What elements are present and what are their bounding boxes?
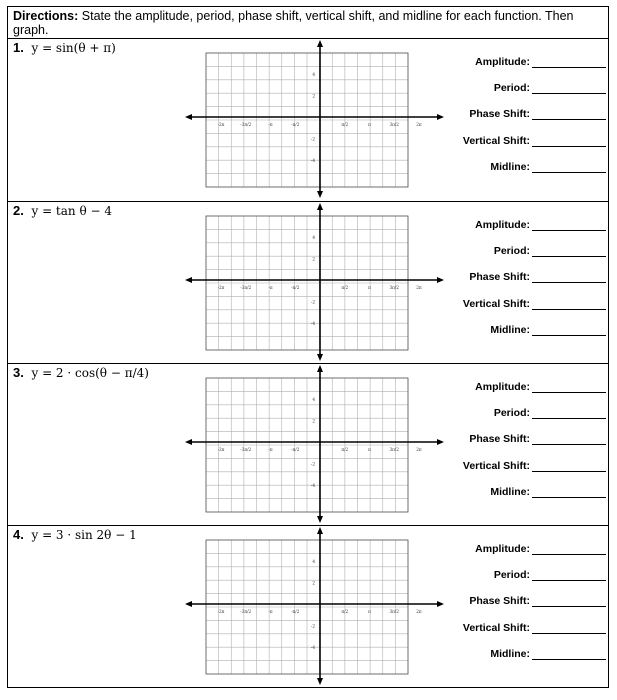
answer-blank[interactable] — [532, 409, 606, 419]
x-tick-label: -π/2 — [291, 122, 300, 127]
coordinate-grid[interactable] — [182, 364, 446, 524]
y-tick-label: 4 — [312, 72, 315, 78]
answer-label: Phase Shift: — [469, 271, 530, 284]
x-tick-label: -π/2 — [291, 609, 300, 614]
answer-blank[interactable] — [532, 110, 606, 120]
y-tick-label: 2 — [312, 256, 315, 262]
answer-label: Phase Shift: — [469, 595, 530, 608]
x-tick-label: -2π — [217, 122, 225, 127]
answer-blank[interactable] — [532, 488, 606, 498]
x-tick-label: 2π — [416, 122, 422, 127]
answer-label: Period: — [493, 245, 530, 258]
answer-field[interactable] — [490, 486, 606, 498]
answer-blank[interactable] — [532, 247, 606, 257]
answer-blank[interactable] — [532, 163, 606, 173]
answer-blank[interactable] — [532, 137, 606, 147]
x-tick-label: π — [368, 285, 371, 290]
y-tick-label: 4 — [312, 559, 315, 565]
x-tick-label: -π/2 — [291, 285, 300, 290]
answer-field[interactable] — [475, 381, 606, 393]
answer-label: Amplitude: — [475, 543, 530, 555]
coordinate-grid[interactable] — [182, 39, 446, 199]
y-tick-label: 2 — [312, 93, 315, 99]
x-tick-label: -2π — [217, 609, 225, 614]
problem-number: 2. — [13, 203, 24, 218]
answer-label: Amplitude: — [475, 219, 530, 231]
answer-blank[interactable] — [532, 571, 606, 581]
answer-field[interactable] — [494, 82, 606, 94]
answer-field[interactable] — [469, 108, 606, 120]
x-tick-label: π — [368, 122, 371, 127]
answer-field[interactable] — [494, 569, 606, 581]
answer-field[interactable] — [475, 219, 606, 231]
x-tick-label: 3π/2 — [389, 609, 399, 614]
answer-label: Midline: — [490, 323, 530, 336]
answer-label: Vertical Shift: — [462, 621, 530, 634]
answer-fields — [448, 526, 606, 686]
axis-arrow-icon — [317, 365, 323, 372]
y-tick-label: 4 — [312, 235, 315, 241]
x-tick-label: -2π — [217, 285, 225, 290]
y-tick-label: -2 — [310, 136, 315, 142]
x-tick-label: 3π/2 — [389, 285, 399, 290]
x-tick-label: 2π — [416, 285, 422, 290]
y-tick-label: 2 — [312, 418, 315, 424]
axis-arrow-icon — [317, 527, 323, 534]
answer-blank[interactable] — [532, 84, 606, 94]
problem-2 — [8, 201, 608, 363]
answer-field[interactable] — [490, 648, 606, 660]
y-tick-label: 2 — [312, 580, 315, 586]
answer-field[interactable] — [469, 433, 606, 445]
problem-number: 1. — [13, 40, 24, 55]
y-tick-label: -4 — [310, 482, 315, 488]
answer-label: Midline: — [490, 160, 530, 173]
x-tick-label: π/2 — [341, 609, 349, 614]
answer-field[interactable] — [475, 543, 606, 555]
answer-fields — [448, 364, 606, 524]
answer-field[interactable] — [490, 161, 606, 173]
axis-arrow-icon — [317, 678, 323, 685]
x-tick-label: 3π/2 — [389, 122, 399, 127]
x-tick-label: π/2 — [341, 122, 349, 127]
problem-2-equation — [13, 203, 112, 218]
equation-text: y = sin(θ + π) — [31, 41, 116, 55]
x-tick-label: π — [368, 609, 371, 614]
x-tick-label: π — [368, 447, 371, 452]
answer-blank[interactable] — [532, 597, 606, 607]
problem-3 — [8, 363, 608, 525]
answer-blank[interactable] — [532, 383, 606, 393]
axis-arrow-icon — [317, 516, 323, 523]
answer-field[interactable] — [463, 460, 606, 472]
answer-blank[interactable] — [532, 435, 606, 445]
coordinate-grid[interactable] — [182, 202, 446, 362]
answer-field[interactable] — [494, 407, 606, 419]
answer-field[interactable] — [469, 271, 606, 283]
axis-arrow-icon — [185, 601, 192, 607]
axis-arrow-icon — [437, 277, 444, 283]
x-tick-label: π/2 — [341, 285, 349, 290]
problem-1-equation — [13, 40, 116, 55]
answer-blank[interactable] — [532, 326, 606, 336]
answer-label: Period: — [493, 569, 530, 582]
axis-arrow-icon — [317, 354, 323, 361]
answer-label: Midline: — [490, 647, 530, 660]
answer-field[interactable] — [463, 298, 606, 310]
directions-text: State the amplitude, period, phase shift, vertical shift, and midline for each function. Then graph. — [13, 9, 574, 37]
axis-arrow-icon — [185, 114, 192, 120]
x-tick-label: 2π — [416, 447, 422, 452]
answer-label: Phase Shift: — [469, 433, 530, 446]
x-tick-label: -3π/2 — [240, 609, 252, 614]
answer-field[interactable] — [475, 56, 606, 68]
x-tick-label: -2π — [217, 447, 225, 452]
axis-arrow-icon — [317, 191, 323, 198]
y-tick-label: -4 — [310, 644, 315, 650]
answer-label: Phase Shift: — [469, 108, 530, 121]
answer-label: Vertical Shift: — [462, 459, 530, 472]
answer-blank[interactable] — [532, 462, 606, 472]
y-tick-label: -4 — [310, 320, 315, 326]
answer-field[interactable] — [463, 622, 606, 634]
answer-blank[interactable] — [532, 300, 606, 310]
x-tick-label: π/2 — [341, 447, 349, 452]
answer-label: Vertical Shift: — [462, 297, 530, 310]
problem-4 — [8, 525, 608, 687]
axis-arrow-icon — [317, 203, 323, 210]
coordinate-grid[interactable] — [182, 526, 446, 686]
problem-4-equation — [13, 527, 137, 542]
x-tick-label: 2π — [416, 609, 422, 614]
x-tick-label: -π — [268, 285, 273, 290]
y-tick-label: 4 — [312, 397, 315, 403]
answer-fields — [448, 39, 606, 199]
axis-arrow-icon — [437, 114, 444, 120]
answer-field[interactable] — [490, 324, 606, 336]
x-tick-label: -π — [268, 447, 273, 452]
equation-text: y = 2 · cos(θ − π/4) — [31, 366, 149, 380]
answer-fields — [448, 202, 606, 362]
axis-arrow-icon — [185, 277, 192, 283]
axis-arrow-icon — [437, 439, 444, 445]
answer-blank[interactable] — [532, 624, 606, 634]
x-tick-label: 3π/2 — [389, 447, 399, 452]
problem-1 — [8, 39, 608, 201]
answer-field[interactable] — [494, 245, 606, 257]
directions — [8, 7, 608, 39]
answer-blank[interactable] — [532, 221, 606, 231]
equation-text: y = 3 · sin 2θ − 1 — [31, 528, 137, 542]
equation-text: y = tan θ − 4 — [31, 204, 112, 218]
y-tick-label: -2 — [310, 461, 315, 467]
x-tick-label: -π — [268, 609, 273, 614]
answer-label: Midline: — [490, 485, 530, 498]
x-tick-label: -π/2 — [291, 447, 300, 452]
x-tick-label: -3π/2 — [240, 122, 252, 127]
x-tick-label: -3π/2 — [240, 285, 252, 290]
problem-number: 4. — [13, 527, 24, 542]
x-tick-label: -π — [268, 122, 273, 127]
axis-arrow-icon — [317, 40, 323, 47]
answer-label: Vertical Shift: — [462, 134, 530, 147]
y-tick-label: -2 — [310, 299, 315, 305]
worksheet — [7, 6, 609, 688]
answer-blank[interactable] — [532, 650, 606, 660]
answer-label: Amplitude: — [475, 381, 530, 393]
answer-blank[interactable] — [532, 273, 606, 283]
problem-number: 3. — [13, 365, 24, 380]
axis-arrow-icon — [437, 601, 444, 607]
answer-label: Period: — [493, 82, 530, 95]
answer-field[interactable] — [469, 595, 606, 607]
axis-arrow-icon — [185, 439, 192, 445]
problem-3-equation — [13, 365, 149, 380]
answer-label: Amplitude: — [475, 56, 530, 68]
answer-blank[interactable] — [532, 58, 606, 68]
answer-field[interactable] — [463, 135, 606, 147]
x-tick-label: -3π/2 — [240, 447, 252, 452]
directions-label: Directions: — [13, 9, 79, 23]
y-tick-label: -2 — [310, 623, 315, 629]
answer-blank[interactable] — [532, 545, 606, 555]
answer-label: Period: — [493, 407, 530, 420]
y-tick-label: -4 — [310, 157, 315, 163]
